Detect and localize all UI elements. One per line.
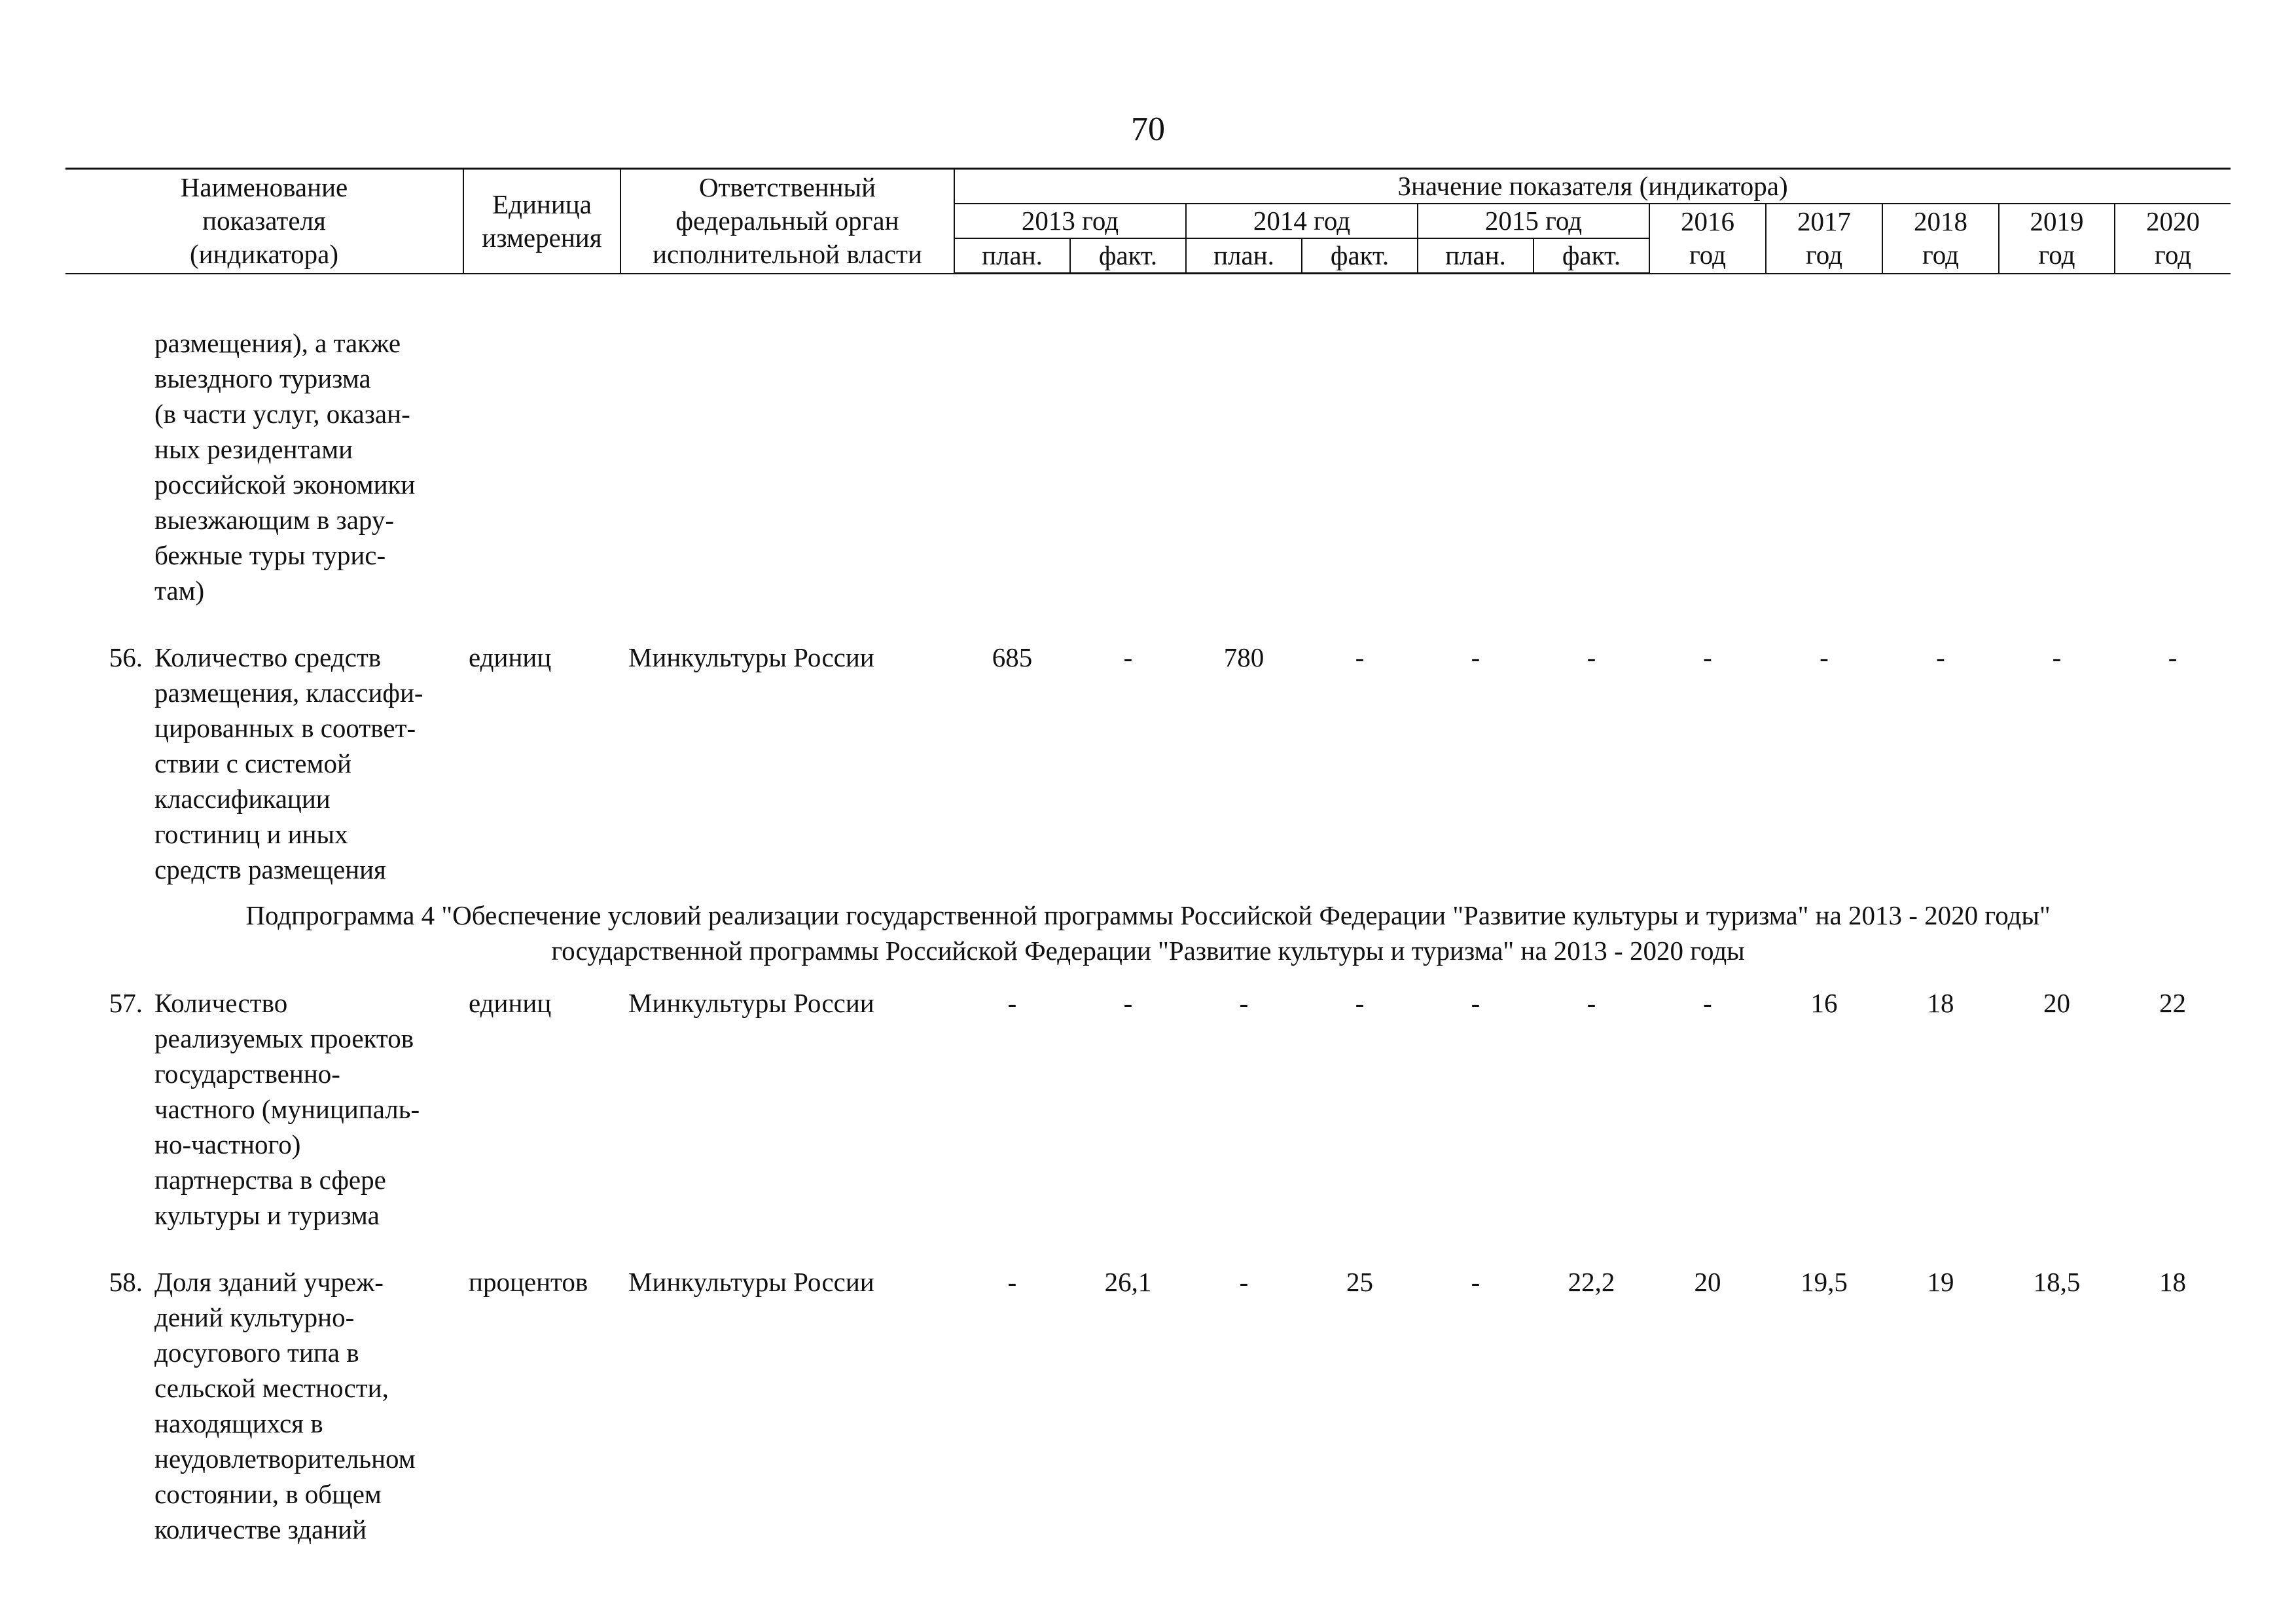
value-2016: 20 [1694, 1266, 1721, 1297]
header-year-2014: 2014 год [1186, 204, 1418, 238]
row-number: 57. [109, 987, 143, 1018]
value-2015-plan: - [1471, 987, 1480, 1018]
value-2013-fact: - [1123, 642, 1133, 672]
indicator-agency: Минкультуры России [628, 642, 874, 672]
indicator-name-continued: размещения), а также выездного туризма (в части услуг, оказан- ных резидентами российской экономики выезжающим в зару- бежные туры турис- там) [154, 327, 416, 606]
table-row [65, 1233, 2231, 1547]
value-2015-plan: - [1471, 642, 1480, 672]
indicator-name: Количество средств размещения, классифи- цированных в соответ- ствии с системой классификации гостиниц и иных средств размещения [154, 642, 423, 884]
value-2017: 19,5 [1801, 1266, 1848, 1297]
value-2018: 19 [1927, 1266, 1954, 1297]
indicator-unit: единиц [469, 642, 552, 672]
header-fact-2013: факт. [1070, 238, 1186, 274]
header-year-2016: 2016 год [1649, 204, 1766, 274]
header-plan-2015: план. [1418, 238, 1534, 274]
table-header [65, 169, 2231, 274]
table-body [65, 274, 2231, 1547]
value-2014-fact: 25 [1346, 1266, 1373, 1297]
value-2020: - [2168, 642, 2178, 672]
value-2019: 18,5 [2033, 1266, 2081, 1297]
table-row [65, 971, 2231, 1233]
value-2013-fact: 26,1 [1104, 1266, 1152, 1297]
header-fact-2015: факт. [1534, 238, 1649, 274]
table-row [65, 608, 2231, 887]
indicator-name: Доля зданий учреж- дений культурно- досугового типа в сельской местности, находящихся в неудовлетворительном состоянии, в общем количестве зданий [154, 1266, 416, 1544]
indicator-name: Количество реализуемых проектов государственно- частного (муниципаль- но-частного) партнерства в сфере культуры и туризма [154, 987, 420, 1230]
row-number: 56. [109, 642, 143, 672]
header-year-2013: 2013 год [954, 204, 1186, 238]
row-number: 58. [109, 1266, 143, 1297]
value-2018: 18 [1927, 987, 1954, 1018]
value-2015-fact: - [1587, 987, 1596, 1018]
header-name: Наименование показателя (индикатора) [65, 169, 463, 274]
header-year-2019: 2019 год [1999, 204, 2115, 274]
header-year-2018: 2018 год [1882, 204, 1999, 274]
header-fact-2014: факт. [1302, 238, 1418, 274]
value-2014-plan: - [1239, 1266, 1249, 1297]
value-2019: - [2052, 642, 2062, 672]
value-2018: - [1936, 642, 1945, 672]
value-2016: - [1703, 642, 1712, 672]
value-2013-fact: - [1123, 987, 1133, 1018]
header-plan-2013: план. [954, 238, 1070, 274]
header-unit: Единица измерения [463, 169, 620, 274]
value-2014-fact: - [1355, 642, 1365, 672]
value-2014-fact: - [1355, 987, 1365, 1018]
indicator-agency: Минкультуры России [628, 1266, 874, 1297]
header-value-group: Значение показателя (индикатора) [954, 169, 2231, 204]
indicator-agency: Минкультуры России [628, 987, 874, 1018]
header-plan-2014: план. [1186, 238, 1302, 274]
value-2015-fact: - [1587, 642, 1596, 672]
value-2020: 22 [2159, 987, 2187, 1018]
subprogram-row [65, 887, 2231, 971]
indicator-unit: процентов [469, 1266, 588, 1297]
page-number: 70 [1131, 111, 1165, 148]
value-2014-plan: - [1239, 987, 1249, 1018]
header-agency: Ответственный федеральный орган исполнительной власти [620, 169, 954, 274]
value-2013-plan: 685 [992, 642, 1033, 672]
value-2017: - [1820, 642, 1829, 672]
header-year-2017: 2017 год [1766, 204, 1882, 274]
value-2016: - [1703, 987, 1712, 1018]
value-2013-plan: - [1007, 987, 1017, 1018]
header-year-2015: 2015 год [1418, 204, 1649, 238]
header-year-2020: 2020 год [2115, 204, 2231, 274]
value-2014-plan: 780 [1223, 642, 1265, 672]
table-row [65, 274, 2231, 608]
indicators-table [65, 168, 2231, 1547]
value-2017: 16 [1810, 987, 1838, 1018]
value-2015-plan: - [1471, 1266, 1480, 1297]
value-2020: 18 [2159, 1266, 2187, 1297]
value-2015-fact: 22,2 [1568, 1266, 1615, 1297]
subprogram-heading: Подпрограмма 4 "Обеспечение условий реализации государственной программы Российской Федерации "Развитие культуры и туризма" на 2013 - 2020 годы" государственной программы Российской Федерации "Развитие культуры и туризма" на 2013 - 2020 годы [245, 900, 2051, 966]
indicator-unit: единиц [469, 987, 552, 1018]
value-2013-plan: - [1007, 1266, 1017, 1297]
value-2019: 20 [2043, 987, 2070, 1018]
